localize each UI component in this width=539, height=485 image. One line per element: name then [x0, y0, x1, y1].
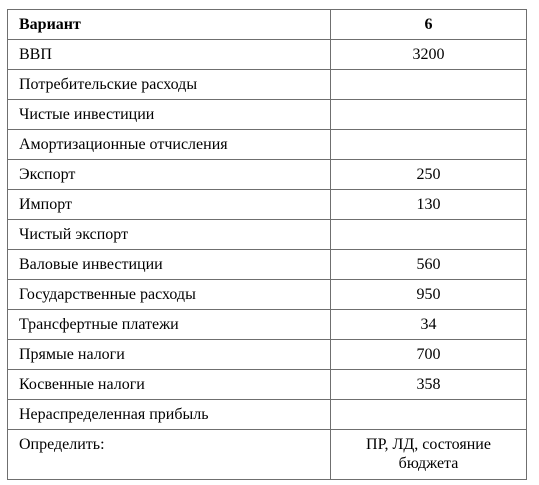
table-row-direct-taxes: [8, 340, 527, 370]
row-label: Косвенные налоги: [8, 370, 331, 400]
row-value: 130: [331, 190, 527, 220]
row-value: 700: [331, 340, 527, 370]
row-label: Валовые инвестиции: [8, 250, 331, 280]
table-row-retained-earnings: [8, 400, 527, 430]
table-row-depreciation: [8, 130, 527, 160]
row-label: Экспорт: [8, 160, 331, 190]
row-value: 3200: [331, 40, 527, 70]
footer-value-cell: ПР, ЛД, состояние бюджета: [331, 430, 527, 480]
table-header-row: [8, 10, 527, 40]
row-label: Государственные расходы: [8, 280, 331, 310]
table-row-export: [8, 160, 527, 190]
table-row-net-investment: [8, 100, 527, 130]
row-value: [331, 130, 527, 160]
row-label: Прямые налоги: [8, 340, 331, 370]
row-value: 34: [331, 310, 527, 340]
row-value: 358: [331, 370, 527, 400]
row-value: 250: [331, 160, 527, 190]
table-row-gdp: [8, 40, 527, 70]
row-value: 560: [331, 250, 527, 280]
table-row-consumer-spending: [8, 70, 527, 100]
row-label: ВВП: [8, 40, 331, 70]
data-table: [7, 9, 527, 480]
row-label: Импорт: [8, 190, 331, 220]
row-value: [331, 100, 527, 130]
table-row-net-export: [8, 220, 527, 250]
table-row-indirect-taxes: [8, 370, 527, 400]
row-value: 950: [331, 280, 527, 310]
table-row-transfer-payments: [8, 310, 527, 340]
row-label: Чистые инвестиции: [8, 100, 331, 130]
row-value: [331, 70, 527, 100]
header-value-cell: 6: [331, 10, 527, 40]
row-label: Трансфертные платежи: [8, 310, 331, 340]
table-row-import: [8, 190, 527, 220]
row-label: Нераспределенная прибыль: [8, 400, 331, 430]
row-value: [331, 220, 527, 250]
table-footer-row: [8, 430, 527, 480]
footer-label-cell: Определить:: [8, 430, 331, 480]
row-label: Амортизационные отчисления: [8, 130, 331, 160]
table-row-gross-investment: [8, 250, 527, 280]
table-row-government-spending: [8, 280, 527, 310]
row-value: [331, 400, 527, 430]
row-label: Чистый экспорт: [8, 220, 331, 250]
header-label-cell: Вариант: [8, 10, 331, 40]
row-label: Потребительские расходы: [8, 70, 331, 100]
